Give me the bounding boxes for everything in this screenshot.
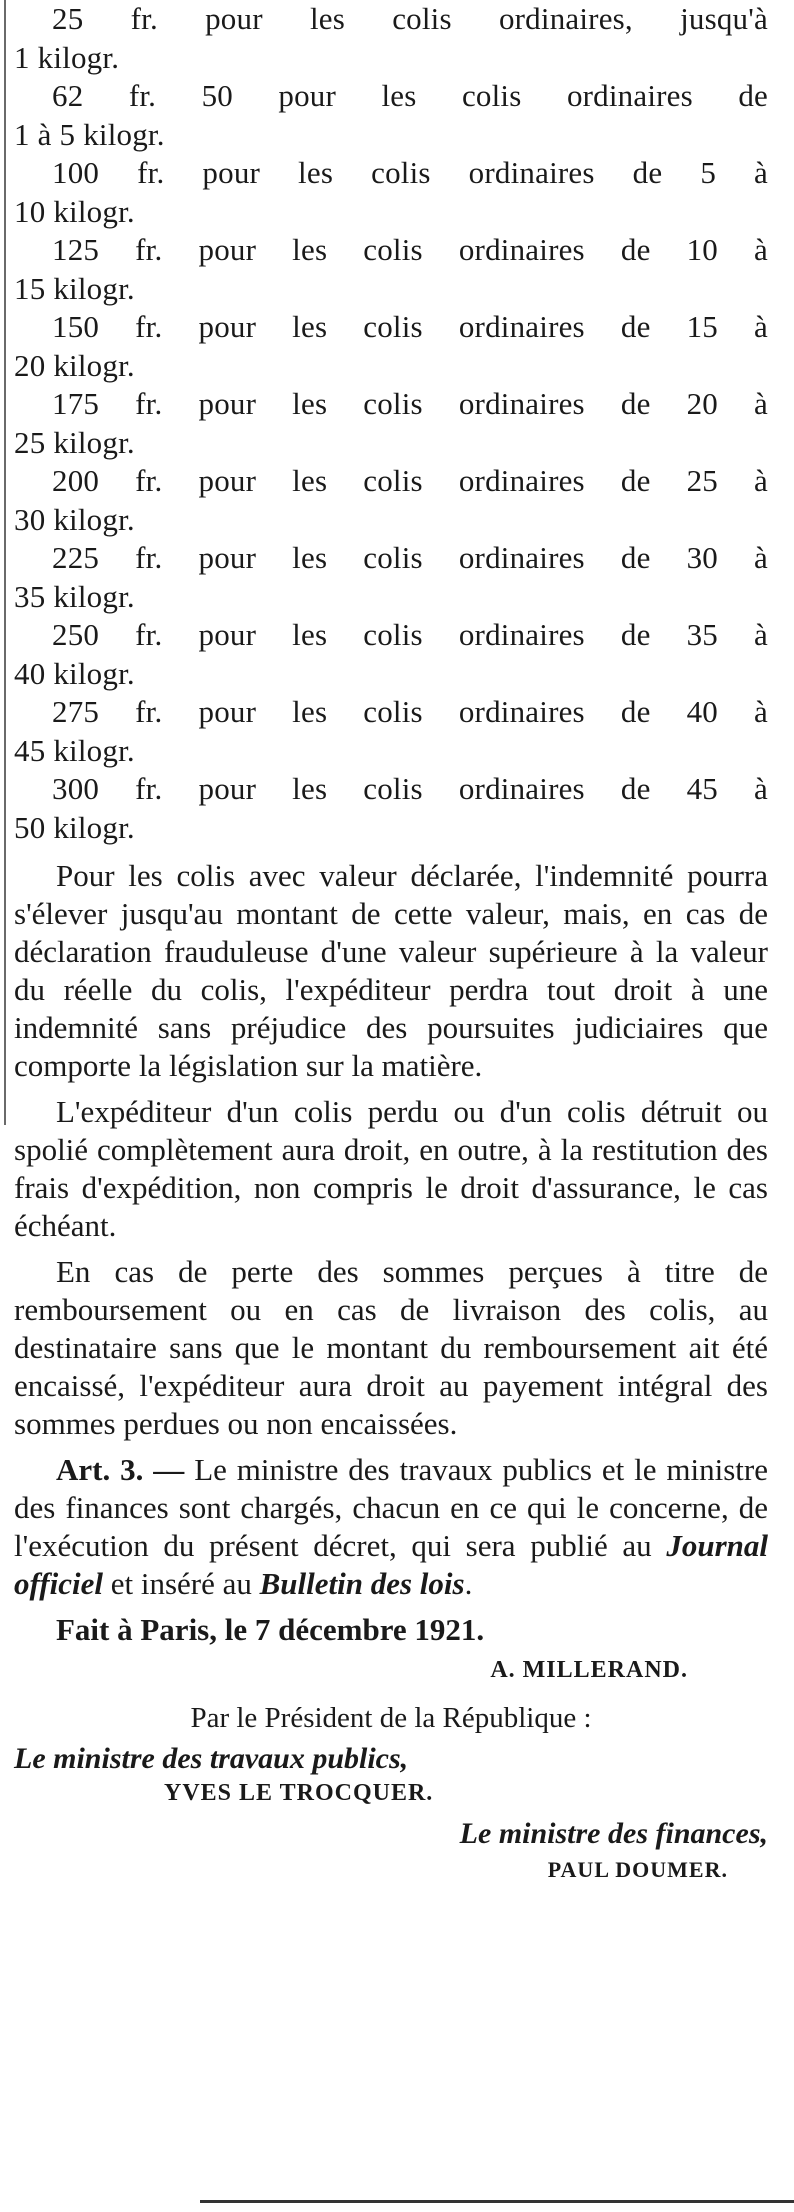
tariff-price-line: 175 fr. pour les colis ordinaires de 20 à: [52, 386, 768, 421]
tariff-weight-line: 1 à 5 kilogr.: [14, 116, 165, 152]
date-line: Fait à Paris, le 7 décembre 1921.: [56, 1612, 485, 1647]
bottom-rule: [200, 2200, 794, 2203]
minister-finances-name: PAUL DOUMER.: [547, 1857, 728, 1882]
tariff-price-line: 225 fr. pour les colis ordinaires de 30 à: [52, 540, 768, 575]
article-lead: Art. 3. —: [56, 1452, 185, 1487]
paragraph-lost-parcel: L'expéditeur d'un colis perdu ou d'un colis détruit ou spolié complètement aura droit, en outre, à la restitution des frais d'expédition, non compris le droit d'assurance, le cas échéant.: [14, 1094, 768, 1243]
tariff-price-line: 25 fr. pour les colis ordinaires, jusqu'à: [52, 1, 768, 36]
tariff-price-line: 62 fr. 50 pour les colis ordinaires de: [52, 78, 768, 113]
tariff-weight-line: 45 kilogr.: [14, 732, 135, 768]
by-president-line: Par le Président de la République :: [190, 1702, 592, 1734]
article-text-end: .: [464, 1566, 473, 1601]
tariff-weight-line: 1 kilogr.: [14, 39, 120, 75]
president-signature: A. MILLERAND.: [490, 1657, 688, 1683]
paragraph-reimbursement: En cas de perte des sommes perçues à titre de remboursement ou en cas de livraison des colis, au destinataire sans que le montant du remboursement ait été encaissé, l'expéditeur aura droit au payement intégral des sommes perdues ou non encaissées.: [14, 1254, 768, 1441]
decree-text: [14, 857, 768, 1649]
tariff-weight-line: 35 kilogr.: [14, 578, 135, 614]
bulletin-des-lois: Bulletin des lois: [259, 1566, 465, 1601]
tariff-price-line: 100 fr. pour les colis ordinaires de 5 à: [52, 155, 768, 190]
tariff-price-line: 200 fr. pour les colis ordinaires de 25 à: [52, 463, 768, 498]
journal-officiel: Journal officiel: [14, 1528, 768, 1601]
minister-public-works-title: Le ministre des travaux publics,: [14, 1742, 409, 1775]
minister-finances-title: Le ministre des finances,: [459, 1817, 768, 1850]
minister-public-works-name: YVES LE TROCQUER.: [164, 1780, 434, 1806]
tariff-weight-line: 20 kilogr.: [14, 347, 135, 383]
tariff-price-line: 250 fr. pour les colis ordinaires de 35 à: [52, 617, 768, 652]
paragraph-article-3: [14, 1451, 768, 1603]
tariff-weight-line: 30 kilogr.: [14, 501, 135, 537]
tariff-price-line: 125 fr. pour les colis ordinaires de 10 à: [52, 232, 768, 267]
paragraph-declared-value: Pour les colis avec valeur déclarée, l'indemnité pourra s'élever jusqu'au montant de cette valeur, mais, en cas de déclaration frauduleuse d'une valeur supérieure à la valeur du réelle du colis, l'expéditeur perdra tout droit à une indemnité sans préjudice des poursuites judiciaires que comporte la législation sur la matière.: [14, 858, 768, 1083]
tariff-price-line: 300 fr. pour les colis ordinaires de 45 à: [52, 771, 768, 806]
column-rule: [4, 0, 6, 1125]
article-text-before: Le ministre des travaux publics et le ministre des finances sont chargés, chacun en ce qui le concerne, de l'exécution du présent décret, qui sera publié au: [14, 1452, 768, 1563]
tariff-weight-line: 50 kilogr.: [14, 809, 135, 845]
tariff-price-line: 275 fr. pour les colis ordinaires de 40 à: [52, 694, 768, 729]
tariff-list: [14, 0, 768, 847]
tariff-weight-line: 10 kilogr.: [14, 193, 135, 229]
article-text-mid: et inséré au: [110, 1566, 252, 1601]
tariff-weight-line: 15 kilogr.: [14, 270, 135, 306]
tariff-weight-line: 25 kilogr.: [14, 424, 135, 460]
tariff-price-line: 150 fr. pour les colis ordinaires de 15 à: [52, 309, 768, 344]
tariff-weight-line: 40 kilogr.: [14, 655, 135, 691]
